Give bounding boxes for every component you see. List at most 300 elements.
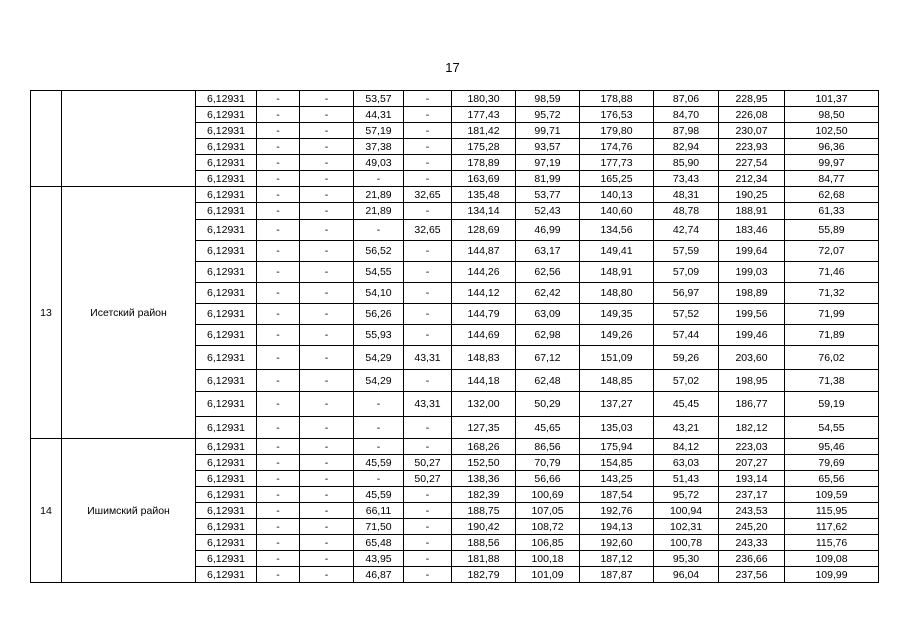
table-cell: 97,19 <box>516 155 580 171</box>
table-cell: - <box>404 139 452 155</box>
table-cell: - <box>300 241 354 262</box>
table-cell: 6,12931 <box>196 123 257 139</box>
table-cell: 71,32 <box>785 283 879 304</box>
page-number: 17 <box>445 60 460 75</box>
table-cell: 223,93 <box>719 139 785 155</box>
group-number: 13 <box>31 187 62 439</box>
table-cell: - <box>404 503 452 519</box>
table-cell: - <box>257 325 300 346</box>
table-cell: 144,18 <box>452 370 516 392</box>
table-cell: 230,07 <box>719 123 785 139</box>
table-cell: 134,14 <box>452 203 516 220</box>
table-cell: 6,12931 <box>196 346 257 370</box>
table-cell: 188,56 <box>452 535 516 551</box>
table-cell: - <box>257 370 300 392</box>
table-cell: 93,57 <box>516 139 580 155</box>
table-cell: 245,20 <box>719 519 785 535</box>
table-cell: - <box>354 471 404 487</box>
table-cell: 53,77 <box>516 187 580 203</box>
table-cell: 71,99 <box>785 304 879 325</box>
table-cell: 151,09 <box>580 346 654 370</box>
table-cell: - <box>404 107 452 123</box>
table-cell: 226,08 <box>719 107 785 123</box>
table-cell: 56,97 <box>654 283 719 304</box>
table-cell: 148,91 <box>580 262 654 283</box>
table-cell: 56,52 <box>354 241 404 262</box>
tariff-table <box>30 90 879 583</box>
table-cell: 102,50 <box>785 123 879 139</box>
table-cell: 71,38 <box>785 370 879 392</box>
table-cell: - <box>257 551 300 567</box>
table-cell: 6,12931 <box>196 187 257 203</box>
table-cell: - <box>404 535 452 551</box>
table-cell: 212,34 <box>719 171 785 187</box>
table-cell: 165,25 <box>580 171 654 187</box>
table-cell: 178,89 <box>452 155 516 171</box>
table-cell: 87,98 <box>654 123 719 139</box>
table-cell: 115,76 <box>785 535 879 551</box>
table-cell: 57,52 <box>654 304 719 325</box>
table-cell: 63,17 <box>516 241 580 262</box>
table-cell: - <box>404 487 452 503</box>
table-cell: 84,77 <box>785 171 879 187</box>
table-cell: 135,03 <box>580 417 654 439</box>
table-cell: 79,69 <box>785 455 879 471</box>
table-cell: - <box>300 283 354 304</box>
table-cell: 66,11 <box>354 503 404 519</box>
table-cell: 50,27 <box>404 455 452 471</box>
table-cell: - <box>257 283 300 304</box>
table-cell: 183,46 <box>719 220 785 241</box>
table-cell: 53,57 <box>354 91 404 107</box>
table-cell: 85,90 <box>654 155 719 171</box>
table-cell: - <box>354 439 404 455</box>
table-cell: - <box>300 503 354 519</box>
table-cell: 144,69 <box>452 325 516 346</box>
table-cell: 55,89 <box>785 220 879 241</box>
table-cell: - <box>300 417 354 439</box>
table-cell: 198,89 <box>719 283 785 304</box>
table-cell: 95,72 <box>654 487 719 503</box>
table-cell: - <box>404 155 452 171</box>
table-cell: 32,65 <box>404 187 452 203</box>
table-cell: 57,09 <box>654 262 719 283</box>
table-cell: 134,56 <box>580 220 654 241</box>
table-cell: 186,77 <box>719 392 785 417</box>
table-cell: 179,80 <box>580 123 654 139</box>
table-cell: - <box>300 171 354 187</box>
table-cell: 6,12931 <box>196 171 257 187</box>
table-cell: - <box>257 519 300 535</box>
table-cell: 99,71 <box>516 123 580 139</box>
group-district-name: Ишимский район <box>62 439 196 583</box>
table-cell: 140,13 <box>580 187 654 203</box>
table-cell: 107,05 <box>516 503 580 519</box>
table-cell: 54,55 <box>785 417 879 439</box>
table-cell: 243,53 <box>719 503 785 519</box>
table-cell: 176,53 <box>580 107 654 123</box>
table-cell: - <box>300 91 354 107</box>
table-cell: - <box>300 262 354 283</box>
table-cell: 199,03 <box>719 262 785 283</box>
table-cell: - <box>404 283 452 304</box>
table-cell: 62,68 <box>785 187 879 203</box>
table-cell: 182,12 <box>719 417 785 439</box>
table-cell: 96,04 <box>654 567 719 583</box>
table-cell: 101,37 <box>785 91 879 107</box>
table-cell: 109,08 <box>785 551 879 567</box>
table-cell: - <box>257 392 300 417</box>
table-cell: 6,12931 <box>196 567 257 583</box>
group-district-name <box>62 91 196 187</box>
table-cell: 6,12931 <box>196 220 257 241</box>
table-cell: 6,12931 <box>196 370 257 392</box>
table-cell: - <box>300 107 354 123</box>
table-cell: - <box>300 203 354 220</box>
table-cell: 6,12931 <box>196 304 257 325</box>
table-cell: - <box>257 171 300 187</box>
table-cell: 62,56 <box>516 262 580 283</box>
table-cell: 82,94 <box>654 139 719 155</box>
table-cell: 59,26 <box>654 346 719 370</box>
table-cell: - <box>257 455 300 471</box>
table-cell: 50,27 <box>404 471 452 487</box>
table-cell: 71,89 <box>785 325 879 346</box>
table-cell: - <box>300 487 354 503</box>
table-cell: 6,12931 <box>196 155 257 171</box>
table-cell: 6,12931 <box>196 439 257 455</box>
table-cell: 180,30 <box>452 91 516 107</box>
table-cell: 188,75 <box>452 503 516 519</box>
table-cell: 181,42 <box>452 123 516 139</box>
table-cell: 54,10 <box>354 283 404 304</box>
table-cell: 6,12931 <box>196 519 257 535</box>
table-cell: 62,42 <box>516 283 580 304</box>
table-cell: - <box>404 262 452 283</box>
table-cell: 101,09 <box>516 567 580 583</box>
table-cell: - <box>354 220 404 241</box>
table-cell: 6,12931 <box>196 262 257 283</box>
table-cell: 223,03 <box>719 439 785 455</box>
table-cell: - <box>300 346 354 370</box>
table-cell: 168,26 <box>452 439 516 455</box>
table-cell: - <box>300 439 354 455</box>
table-cell: 6,12931 <box>196 503 257 519</box>
table-cell: 95,30 <box>654 551 719 567</box>
table-cell: 98,59 <box>516 91 580 107</box>
table-cell: 187,54 <box>580 487 654 503</box>
table-cell: 6,12931 <box>196 455 257 471</box>
table-cell: - <box>257 203 300 220</box>
table-cell: 132,00 <box>452 392 516 417</box>
table-cell: 55,93 <box>354 325 404 346</box>
table-cell: - <box>404 304 452 325</box>
table-cell: 152,50 <box>452 455 516 471</box>
table-cell: - <box>300 220 354 241</box>
table-cell: 182,39 <box>452 487 516 503</box>
table-cell: 72,07 <box>785 241 879 262</box>
table-cell: 198,95 <box>719 370 785 392</box>
table-cell: 56,66 <box>516 471 580 487</box>
table-cell: 45,59 <box>354 455 404 471</box>
table-cell: 32,65 <box>404 220 452 241</box>
table-cell: - <box>404 203 452 220</box>
table-cell: 6,12931 <box>196 417 257 439</box>
table-row <box>31 187 879 203</box>
table-cell: 45,59 <box>354 487 404 503</box>
table-cell: - <box>404 567 452 583</box>
table-cell: 135,48 <box>452 187 516 203</box>
table-cell: 45,65 <box>516 417 580 439</box>
table-cell: - <box>257 417 300 439</box>
table-cell: 148,80 <box>580 283 654 304</box>
table-cell: - <box>300 155 354 171</box>
table-cell: - <box>257 346 300 370</box>
table-cell: 192,60 <box>580 535 654 551</box>
table-cell: 57,19 <box>354 123 404 139</box>
table-cell: - <box>257 220 300 241</box>
table-cell: 100,78 <box>654 535 719 551</box>
table-cell: - <box>300 551 354 567</box>
table-cell: 109,59 <box>785 487 879 503</box>
table-cell: 70,79 <box>516 455 580 471</box>
table-cell: 21,89 <box>354 187 404 203</box>
table-cell: - <box>404 551 452 567</box>
table-cell: 65,48 <box>354 535 404 551</box>
table-cell: - <box>300 187 354 203</box>
table-cell: 177,73 <box>580 155 654 171</box>
group-number <box>31 91 62 187</box>
table-cell: - <box>257 304 300 325</box>
table-cell: 227,54 <box>719 155 785 171</box>
table-cell: 51,43 <box>654 471 719 487</box>
table-cell: 96,36 <box>785 139 879 155</box>
table-cell: - <box>404 325 452 346</box>
table-cell: 84,70 <box>654 107 719 123</box>
table-cell: 6,12931 <box>196 91 257 107</box>
table-cell: 76,02 <box>785 346 879 370</box>
table-cell: - <box>404 91 452 107</box>
table-cell: 63,09 <box>516 304 580 325</box>
table-row <box>31 91 879 107</box>
table-cell: - <box>257 241 300 262</box>
table-cell: - <box>404 123 452 139</box>
table-cell: - <box>257 567 300 583</box>
table-cell: 192,76 <box>580 503 654 519</box>
table-cell: 148,85 <box>580 370 654 392</box>
table-cell: 71,46 <box>785 262 879 283</box>
table-cell: - <box>354 171 404 187</box>
table-cell: 6,12931 <box>196 471 257 487</box>
table-cell: - <box>300 535 354 551</box>
table-cell: 175,28 <box>452 139 516 155</box>
table-cell: - <box>257 471 300 487</box>
table-cell: 6,12931 <box>196 107 257 123</box>
table-cell: 57,44 <box>654 325 719 346</box>
table-cell: 199,46 <box>719 325 785 346</box>
table-cell: 37,38 <box>354 139 404 155</box>
table-cell: 100,18 <box>516 551 580 567</box>
table-cell: 98,50 <box>785 107 879 123</box>
table-cell: 54,55 <box>354 262 404 283</box>
table-cell: 6,12931 <box>196 487 257 503</box>
table-cell: - <box>257 439 300 455</box>
group-number: 14 <box>31 439 62 583</box>
table-cell: - <box>257 487 300 503</box>
table-cell: 174,76 <box>580 139 654 155</box>
table-cell: 99,97 <box>785 155 879 171</box>
table-cell: 95,46 <box>785 439 879 455</box>
table-cell: 54,29 <box>354 370 404 392</box>
table-cell: 6,12931 <box>196 392 257 417</box>
table-cell: - <box>257 139 300 155</box>
table-cell: 187,87 <box>580 567 654 583</box>
table-cell: 187,12 <box>580 551 654 567</box>
table-cell: 87,06 <box>654 91 719 107</box>
table-cell: 149,41 <box>580 241 654 262</box>
table-cell: 6,12931 <box>196 551 257 567</box>
table-cell: 43,31 <box>404 392 452 417</box>
table-cell: 67,12 <box>516 346 580 370</box>
table-cell: 149,26 <box>580 325 654 346</box>
table-cell: - <box>300 370 354 392</box>
table-cell: 178,88 <box>580 91 654 107</box>
table-cell: 63,03 <box>654 455 719 471</box>
table-cell: 6,12931 <box>196 139 257 155</box>
table-cell: 6,12931 <box>196 241 257 262</box>
table-row <box>31 439 879 455</box>
table-cell: 144,79 <box>452 304 516 325</box>
table-cell: 46,87 <box>354 567 404 583</box>
table-cell: 43,95 <box>354 551 404 567</box>
table-cell: 45,45 <box>654 392 719 417</box>
table-cell: 188,91 <box>719 203 785 220</box>
table-cell: 61,33 <box>785 203 879 220</box>
table-cell: 95,72 <box>516 107 580 123</box>
table-cell: - <box>354 392 404 417</box>
table-cell: 144,87 <box>452 241 516 262</box>
table-cell: 207,27 <box>719 455 785 471</box>
table-cell: - <box>257 262 300 283</box>
table-cell: 148,83 <box>452 346 516 370</box>
table-cell: - <box>404 439 452 455</box>
table-cell: 127,35 <box>452 417 516 439</box>
table-cell: 199,64 <box>719 241 785 262</box>
table-cell: 44,31 <box>354 107 404 123</box>
table-cell: 100,94 <box>654 503 719 519</box>
table-cell: 6,12931 <box>196 325 257 346</box>
table-cell: - <box>257 123 300 139</box>
table-cell: 237,56 <box>719 567 785 583</box>
table-cell: 50,29 <box>516 392 580 417</box>
table-cell: 237,17 <box>719 487 785 503</box>
table-cell: 57,59 <box>654 241 719 262</box>
table-cell: - <box>257 535 300 551</box>
table-cell: 56,26 <box>354 304 404 325</box>
table-cell: 193,14 <box>719 471 785 487</box>
table-cell: 62,98 <box>516 325 580 346</box>
table-cell: - <box>404 519 452 535</box>
table-cell: 143,25 <box>580 471 654 487</box>
table-cell: - <box>354 417 404 439</box>
table-cell: - <box>300 392 354 417</box>
table-cell: 177,43 <box>452 107 516 123</box>
table-cell: 243,33 <box>719 535 785 551</box>
table-cell: 59,19 <box>785 392 879 417</box>
table-cell: - <box>300 304 354 325</box>
table-cell: - <box>257 155 300 171</box>
table-cell: 84,12 <box>654 439 719 455</box>
table-cell: 6,12931 <box>196 283 257 304</box>
table-cell: 108,72 <box>516 519 580 535</box>
group-district-name: Исетский район <box>62 187 196 439</box>
table-cell: 109,99 <box>785 567 879 583</box>
table-cell: - <box>300 325 354 346</box>
table-cell: 163,69 <box>452 171 516 187</box>
table-cell: - <box>404 241 452 262</box>
table-cell: 154,85 <box>580 455 654 471</box>
table-cell: 73,43 <box>654 171 719 187</box>
table-cell: 203,60 <box>719 346 785 370</box>
table-cell: 48,31 <box>654 187 719 203</box>
table-cell: 43,21 <box>654 417 719 439</box>
table-cell: 52,43 <box>516 203 580 220</box>
table-cell: 190,25 <box>719 187 785 203</box>
table-cell: - <box>404 417 452 439</box>
table-cell: - <box>300 123 354 139</box>
table-cell: 228,95 <box>719 91 785 107</box>
table-cell: 21,89 <box>354 203 404 220</box>
table-cell: 128,69 <box>452 220 516 241</box>
table-cell: 137,27 <box>580 392 654 417</box>
table-cell: - <box>257 503 300 519</box>
table-cell: 190,42 <box>452 519 516 535</box>
table-cell: - <box>257 107 300 123</box>
table-cell: 46,99 <box>516 220 580 241</box>
table-cell: 49,03 <box>354 155 404 171</box>
table-cell: 43,31 <box>404 346 452 370</box>
table-cell: 149,35 <box>580 304 654 325</box>
table-cell: 54,29 <box>354 346 404 370</box>
table-cell: 42,74 <box>654 220 719 241</box>
table-cell: 62,48 <box>516 370 580 392</box>
table-cell: - <box>300 455 354 471</box>
table-cell: - <box>404 171 452 187</box>
table-cell: 140,60 <box>580 203 654 220</box>
table-cell: 106,85 <box>516 535 580 551</box>
table-cell: - <box>300 471 354 487</box>
table-cell: 6,12931 <box>196 535 257 551</box>
table-cell: 115,95 <box>785 503 879 519</box>
table-cell: - <box>257 187 300 203</box>
table-cell: 6,12931 <box>196 203 257 220</box>
table-cell: 86,56 <box>516 439 580 455</box>
table-cell: 144,12 <box>452 283 516 304</box>
table-cell: 182,79 <box>452 567 516 583</box>
table-cell: - <box>257 91 300 107</box>
table-cell: 236,66 <box>719 551 785 567</box>
table-cell: 48,78 <box>654 203 719 220</box>
table-cell: - <box>300 519 354 535</box>
table-cell: - <box>300 567 354 583</box>
table-cell: 102,31 <box>654 519 719 535</box>
table-cell: 138,36 <box>452 471 516 487</box>
table-cell: - <box>300 139 354 155</box>
table-cell: 117,62 <box>785 519 879 535</box>
table-cell: 194,13 <box>580 519 654 535</box>
table-cell: - <box>404 370 452 392</box>
table-cell: 81,99 <box>516 171 580 187</box>
